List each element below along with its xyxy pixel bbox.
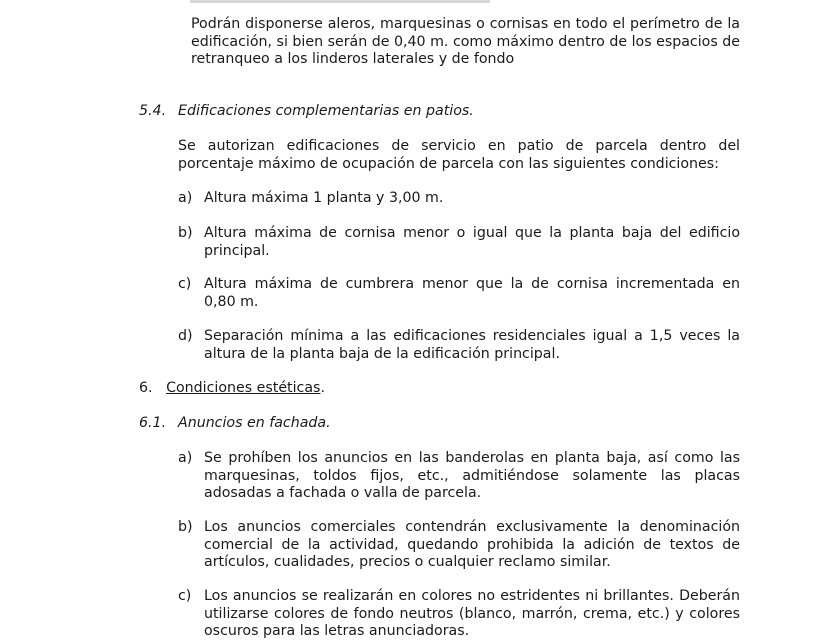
- section-6-number: 6.: [139, 380, 153, 396]
- list-item-text: Altura máxima de cumbrera menor que la de cornisa incrementada en 0,80 m.: [204, 276, 740, 310]
- list-item-marker: c): [178, 276, 192, 292]
- list-item-marker: b): [178, 225, 193, 241]
- list-item-marker: a): [178, 190, 193, 206]
- section-5-4-number: 5.4.: [139, 103, 167, 119]
- list-item-marker: a): [178, 450, 193, 466]
- section-6-trailing: .: [320, 380, 325, 396]
- list-item-text: Separación mínima a las edificaciones residenciales igual a 1,5 veces la altura de la planta baja de la edificación principal.: [204, 328, 740, 362]
- list-item-marker: d): [178, 328, 193, 344]
- section-6-heading: [139, 380, 325, 398]
- section-6-title: Condiciones estéticas: [166, 380, 321, 396]
- list-item-marker: b): [178, 519, 193, 535]
- section-6-1-title: Anuncios en fachada.: [178, 415, 331, 431]
- list-item-text: Los anuncios se realizarán en colores no estridentes ni brillantes. Deberán utilizarse colores de fondo neutros (blanco, marrón, crema, etc.) y colores oscuros para las letras anunciadoras.: [204, 588, 740, 640]
- section-5-4-title: Edificaciones complementarias en patios.: [178, 103, 474, 119]
- list-item-text: Se prohíben los anuncios en las banderolas en planta baja, así como las marquesinas, toldos fijos, etc., admitiéndose solamente las placas adosadas a fachada o valla de parcela.: [204, 450, 740, 502]
- list-item-text: Altura máxima 1 planta y 3,00 m.: [204, 190, 444, 206]
- previous-text-fragment: [190, 0, 490, 3]
- intro-paragraph: Podrán disponerse aleros, marquesinas o cornisas en todo el perímetro de la edificación, si bien serán de 0,40 m. como máximo dentro de los espacios de retranqueo a los linderos laterales y de fondo: [191, 16, 740, 68]
- list-item-text: Los anuncios comerciales contendrán exclusivamente la denominación comercial de la actividad, quedando prohibida la adición de textos de artículos, cualidades, precios o cualquier reclamo similar.: [204, 519, 740, 571]
- list-item-marker: c): [178, 588, 192, 604]
- section-5-4-intro: Se autorizan edificaciones de servicio en patio de parcela dentro del porcentaje máximo de ocupación de parcela con las siguientes condiciones:: [178, 138, 740, 172]
- section-6-1-number: 6.1.: [139, 415, 167, 431]
- list-item-text: Altura máxima de cornisa menor o igual que la planta baja del edificio principal.: [204, 225, 740, 259]
